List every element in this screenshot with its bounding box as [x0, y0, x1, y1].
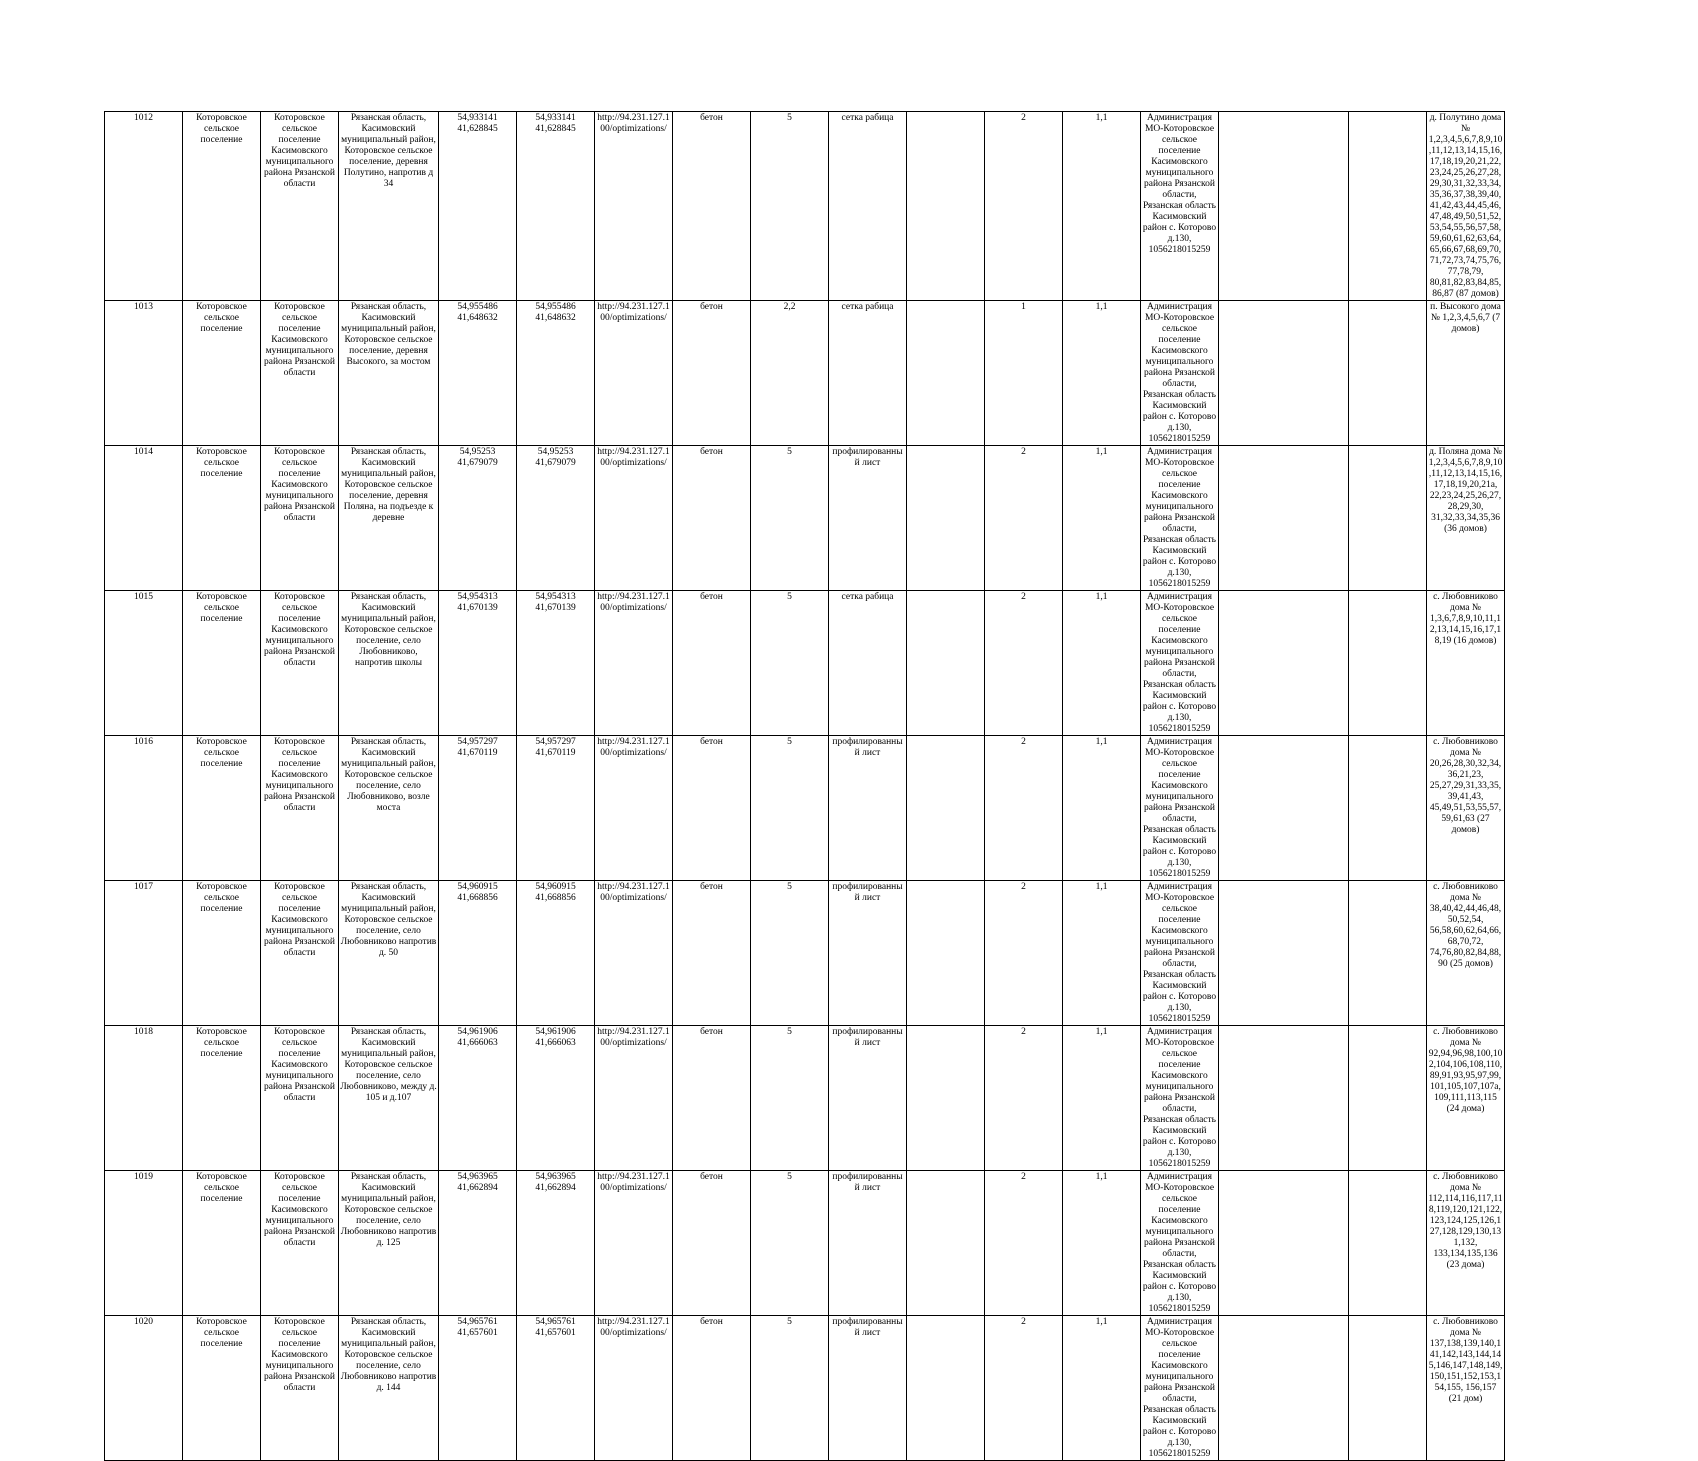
waste-sources-cell: с. Любовниково дома № 1,3,6,7,8,9,10,11,12,13,14,15,16,17,18,19 (16 домов) [1427, 591, 1505, 736]
empty-cell [907, 301, 985, 446]
fence-cell: сетка рабица [829, 301, 907, 446]
latitude-value: 54,95253 [537, 447, 574, 457]
table-row [105, 446, 1612, 591]
empty-cell [1349, 736, 1427, 881]
owner-cell: Которовское сельское поселение Касимовского муниципального района Рязанской области [261, 1026, 339, 1171]
map-link-cell: http://94.231.127.100/optimizations/ [595, 591, 673, 736]
container-volume-cell: 1,1 [1063, 881, 1141, 1026]
waste-sources-cell: с. Любовниково дома № 92,94,96,98,100,102,104,106,108,110,89,91,93,95,97,99,101,105,107,107а,109,111,113,115 (24 дома) [1427, 1026, 1505, 1171]
empty-cell [1219, 591, 1349, 736]
table-row [105, 736, 1612, 881]
containers-count-cell: 2 [985, 591, 1063, 736]
empty-cell [1219, 112, 1349, 301]
latitude-value: 54,955486 [535, 302, 576, 312]
row-number-cell: 1017 [105, 881, 183, 1026]
coordinates-duplicate-cell [517, 1026, 595, 1171]
row-number-cell: 1014 [105, 446, 183, 591]
container-volume-cell: 1,1 [1063, 301, 1141, 446]
surface-cell: бетон [673, 301, 751, 446]
latitude-value: 54,957297 [457, 737, 498, 747]
table-row [105, 881, 1612, 1026]
latitude-value: 54,963965 [457, 1172, 498, 1182]
empty-cell [1219, 881, 1349, 1026]
area-cell: 2,2 [751, 301, 829, 446]
empty-cell [1219, 1026, 1349, 1171]
row-number-cell: 1020 [105, 1316, 183, 1461]
coordinates-duplicate-cell [517, 112, 595, 301]
coordinates-cell [439, 301, 517, 446]
empty-cell [1349, 112, 1427, 301]
fence-cell: профилированный лист [829, 1171, 907, 1316]
map-link-cell: http://94.231.127.100/optimizations/ [595, 736, 673, 881]
containers-count-cell: 2 [985, 736, 1063, 881]
waste-sources-cell: с. Любовниково дома № 137,138,139,140,141,142,143,144,145,146,147,148,149,150,151,152,153,154,155, 156,157 (21 дом) [1427, 1316, 1505, 1461]
longitude-value: 41,670139 [535, 603, 576, 613]
containers-count-cell: 2 [985, 1171, 1063, 1316]
containers-count-cell: 2 [985, 1026, 1063, 1171]
latitude-value: 54,933141 [535, 113, 576, 123]
row-number-cell: 1019 [105, 1171, 183, 1316]
settlement-cell: Которовское сельское поселение [183, 1026, 261, 1171]
area-cell: 5 [751, 1316, 829, 1461]
row-number-cell: 1018 [105, 1026, 183, 1171]
settlement-cell: Которовское сельское поселение [183, 112, 261, 301]
coordinates-cell [439, 1026, 517, 1171]
container-volume-cell: 1,1 [1063, 591, 1141, 736]
settlement-cell: Которовское сельское поселение [183, 736, 261, 881]
owner-cell: Которовское сельское поселение Касимовского муниципального района Рязанской области [261, 446, 339, 591]
owner-cell: Которовское сельское поселение Касимовского муниципального района Рязанской области [261, 1171, 339, 1316]
address-cell: Рязанская область, Касимовский муниципальный район, Которовское сельское поселение, село Любовниково, возле моста [339, 736, 439, 881]
empty-cell [907, 736, 985, 881]
coordinates-duplicate-cell [517, 736, 595, 881]
empty-cell [907, 1316, 985, 1461]
surface-cell: бетон [673, 1316, 751, 1461]
empty-cell [1219, 1171, 1349, 1316]
empty-cell [1219, 446, 1349, 591]
empty-cell [907, 112, 985, 301]
containers-count-cell: 2 [985, 881, 1063, 1026]
operator-cell: Администрация МО-Которовское сельское поселение Касимовского муниципального района Рязанской области, Рязанская область Касимовский район с. Которово д.130, 1056218015259 [1141, 1171, 1219, 1316]
latitude-value: 54,965761 [457, 1317, 498, 1327]
container-volume-cell: 1,1 [1063, 1026, 1141, 1171]
owner-cell: Которовское сельское поселение Касимовского муниципального района Рязанской области [261, 881, 339, 1026]
surface-cell: бетон [673, 112, 751, 301]
area-cell: 5 [751, 446, 829, 591]
owner-cell: Которовское сельское поселение Касимовского муниципального района Рязанской области [261, 1316, 339, 1461]
longitude-value: 41,668856 [535, 893, 576, 903]
empty-cell [1349, 1026, 1427, 1171]
address-cell: Рязанская область, Касимовский муниципальный район, Которовское сельское поселение, село Любовниково напротив д. 50 [339, 881, 439, 1026]
empty-cell [1349, 301, 1427, 446]
coordinates-cell [439, 881, 517, 1026]
operator-cell: Администрация МО-Которовское сельское поселение Касимовского муниципального района Рязанской области, Рязанская область Касимовский район с. Которово д.130, 1056218015259 [1141, 736, 1219, 881]
latitude-value: 54,955486 [457, 302, 498, 312]
longitude-value: 41,670139 [457, 603, 498, 613]
longitude-value: 41,628845 [535, 124, 576, 134]
empty-cell [1349, 1171, 1427, 1316]
waste-sources-cell: п. Высокого дома № 1,2,3,4,5,6,7 (7 домов) [1427, 301, 1505, 446]
settlement-cell: Которовское сельское поселение [183, 446, 261, 591]
map-link-cell: http://94.231.127.100/optimizations/ [595, 1171, 673, 1316]
latitude-value: 54,963965 [535, 1172, 576, 1182]
registry-body [105, 112, 1612, 1461]
map-link-cell: http://94.231.127.100/optimizations/ [595, 1026, 673, 1171]
longitude-value: 41,679079 [457, 458, 498, 468]
surface-cell: бетон [673, 1026, 751, 1171]
operator-cell: Администрация МО-Которовское сельское поселение Касимовского муниципального района Рязанской области, Рязанская область Касимовский район с. Которово д.130, 1056218015259 [1141, 591, 1219, 736]
area-cell: 5 [751, 1026, 829, 1171]
table-row [105, 1026, 1612, 1171]
empty-cell [1349, 591, 1427, 736]
address-cell: Рязанская область, Касимовский муниципальный район, Которовское сельское поселение, село Любовниково напротив д. 144 [339, 1316, 439, 1461]
empty-cell [907, 1171, 985, 1316]
surface-cell: бетон [673, 1171, 751, 1316]
coordinates-cell [439, 446, 517, 591]
latitude-value: 54,961906 [457, 1027, 498, 1037]
waste-sources-cell: д. Полутино дома № 1,2,3,4,5,6,7,8,9,10,11,12,13,14,15,16,17,18,19,20,21,22,23,24,25,26,27,28,29,30,31,32,33,34,35,36,37,38,39,40,41,42,43,44,45,46,47,48,49,50,51,52,53,54,55,56,57,58,59,60,61,62,63,64,65,66,67,68,69,70, 71,72,73,74,75,76,77,78,79, 80,81,82,83,84,85,86,87 (87 домов) [1427, 112, 1505, 301]
waste-sources-cell: с. Любовниково дома № 38,40,42,44,46,48,50,52,54, 56,58,60,62,64,66,68,70,72, 74,76,80,82,84,88,90 (25 домов) [1427, 881, 1505, 1026]
surface-cell: бетон [673, 881, 751, 1026]
row-number-cell: 1013 [105, 301, 183, 446]
latitude-value: 54,954313 [535, 592, 576, 602]
containers-count-cell: 2 [985, 112, 1063, 301]
longitude-value: 41,679079 [535, 458, 576, 468]
empty-cell [907, 446, 985, 591]
empty-cell [1219, 301, 1349, 446]
fence-cell: сетка рабица [829, 112, 907, 301]
coordinates-cell [439, 112, 517, 301]
owner-cell: Которовское сельское поселение Касимовского муниципального района Рязанской области [261, 112, 339, 301]
container-volume-cell: 1,1 [1063, 1171, 1141, 1316]
settlement-cell: Которовское сельское поселение [183, 881, 261, 1026]
map-link-cell: http://94.231.127.100/optimizations/ [595, 881, 673, 1026]
longitude-value: 41,670119 [535, 748, 576, 758]
coordinates-duplicate-cell [517, 446, 595, 591]
latitude-value: 54,933141 [457, 113, 498, 123]
fence-cell: профилированный лист [829, 1316, 907, 1461]
owner-cell: Которовское сельское поселение Касимовского муниципального района Рязанской области [261, 736, 339, 881]
containers-count-cell: 2 [985, 446, 1063, 591]
fence-cell: профилированный лист [829, 881, 907, 1026]
document-sheet [104, 111, 1612, 1461]
operator-cell: Администрация МО-Которовское сельское поселение Касимовского муниципального района Рязанской области, Рязанская область Касимовский район с. Которово д.130, 1056218015259 [1141, 112, 1219, 301]
waste-sources-cell: с. Любовниково дома № 112,114,116,117,118,119,120,121,122,123,124,125,126,127,128,129,130,131,132, 133,134,135,136 (23 дома) [1427, 1171, 1505, 1316]
empty-cell [1219, 1316, 1349, 1461]
longitude-value: 41,666063 [535, 1038, 576, 1048]
owner-cell: Которовское сельское поселение Касимовского муниципального района Рязанской области [261, 591, 339, 736]
surface-cell: бетон [673, 446, 751, 591]
waste-sources-cell: с. Любовниково дома № 20,26,28,30,32,34,36,21,23, 25,27,29,31,33,35,39,41,43, 45,49,51,53,55,57,59,61,63 (27 домов) [1427, 736, 1505, 881]
longitude-value: 41,662894 [457, 1183, 498, 1193]
coordinates-cell [439, 1316, 517, 1461]
latitude-value: 54,957297 [535, 737, 576, 747]
area-cell: 5 [751, 1171, 829, 1316]
longitude-value: 41,648632 [535, 313, 576, 323]
fence-cell: профилированный лист [829, 446, 907, 591]
longitude-value: 41,648632 [457, 313, 498, 323]
address-cell: Рязанская область, Касимовский муниципальный район, Которовское сельское поселение, село Любовниково, между д. 105 и д.107 [339, 1026, 439, 1171]
waste-sources-cell: д. Поляна дома № 1,2,3,4,5,6,7,8,9,10,11,12,13,14,15,16,17,18,19,20,21а, 22,23,24,25,26,27,28,29,30, 31,32,33,34,35,36 (36 домов) [1427, 446, 1505, 591]
address-cell: Рязанская область, Касимовский муниципальный район, Которовское сельское поселение, деревня Поляна, на подъезде к деревне [339, 446, 439, 591]
area-cell: 5 [751, 591, 829, 736]
operator-cell: Администрация МО-Которовское сельское поселение Касимовского муниципального района Рязанской области, Рязанская область Касимовский район с. Которово д.130, 1056218015259 [1141, 446, 1219, 591]
latitude-value: 54,960915 [535, 882, 576, 892]
longitude-value: 41,670119 [457, 748, 498, 758]
empty-cell [1349, 881, 1427, 1026]
map-link-cell: http://94.231.127.100/optimizations/ [595, 112, 673, 301]
empty-cell [907, 591, 985, 736]
map-link-cell: http://94.231.127.100/optimizations/ [595, 1316, 673, 1461]
coordinates-duplicate-cell [517, 1316, 595, 1461]
coordinates-duplicate-cell [517, 1171, 595, 1316]
coordinates-cell [439, 591, 517, 736]
longitude-value: 41,657601 [535, 1328, 576, 1338]
address-cell: Рязанская область, Касимовский муниципальный район, Которовское сельское поселение, деревня Высокого, за мостом [339, 301, 439, 446]
settlement-cell: Которовское сельское поселение [183, 1171, 261, 1316]
longitude-value: 41,662894 [535, 1183, 576, 1193]
table-row [105, 591, 1612, 736]
container-volume-cell: 1,1 [1063, 446, 1141, 591]
map-link-cell: http://94.231.127.100/optimizations/ [595, 301, 673, 446]
empty-cell [1349, 446, 1427, 591]
fence-cell: сетка рабица [829, 591, 907, 736]
table-row [105, 301, 1612, 446]
area-cell: 5 [751, 736, 829, 881]
latitude-value: 54,960915 [457, 882, 498, 892]
coordinates-cell [439, 1171, 517, 1316]
coordinates-duplicate-cell [517, 591, 595, 736]
longitude-value: 41,657601 [457, 1328, 498, 1338]
table-row [105, 112, 1612, 301]
registry-table [104, 111, 1612, 1461]
fence-cell: профилированный лист [829, 1026, 907, 1171]
area-cell: 5 [751, 881, 829, 1026]
empty-cell [907, 1026, 985, 1171]
settlement-cell: Которовское сельское поселение [183, 1316, 261, 1461]
operator-cell: Администрация МО-Которовское сельское поселение Касимовского муниципального района Рязанской области, Рязанская область Касимовский район с. Которово д.130, 1056218015259 [1141, 1026, 1219, 1171]
operator-cell: Администрация МО-Которовское сельское поселение Касимовского муниципального района Рязанской области, Рязанская область Касимовский район с. Которово д.130, 1056218015259 [1141, 1316, 1219, 1461]
map-link-cell: http://94.231.127.100/optimizations/ [595, 446, 673, 591]
coordinates-duplicate-cell [517, 301, 595, 446]
container-volume-cell: 1,1 [1063, 736, 1141, 881]
area-cell: 5 [751, 112, 829, 301]
operator-cell: Администрация МО-Которовское сельское поселение Касимовского муниципального района Рязанской области, Рязанская область Касимовский район с. Которово д.130, 1056218015259 [1141, 881, 1219, 1026]
latitude-value: 54,965761 [535, 1317, 576, 1327]
surface-cell: бетон [673, 591, 751, 736]
operator-cell: Администрация МО-Которовское сельское поселение Касимовского муниципального района Рязанской области, Рязанская область Касимовский район с. Которово д.130, 1056218015259 [1141, 301, 1219, 446]
address-cell: Рязанская область, Касимовский муниципальный район, Которовское сельское поселение, село Любовниково, напротив школы [339, 591, 439, 736]
empty-cell [1349, 1316, 1427, 1461]
settlement-cell: Которовское сельское поселение [183, 591, 261, 736]
table-row [105, 1316, 1612, 1461]
coordinates-cell [439, 736, 517, 881]
row-number-cell: 1015 [105, 591, 183, 736]
longitude-value: 41,628845 [457, 124, 498, 134]
longitude-value: 41,666063 [457, 1038, 498, 1048]
surface-cell: бетон [673, 736, 751, 881]
container-volume-cell: 1,1 [1063, 1316, 1141, 1461]
latitude-value: 54,954313 [457, 592, 498, 602]
address-cell: Рязанская область, Касимовский муниципальный район, Которовское сельское поселение, село Любовниково напротив д. 125 [339, 1171, 439, 1316]
latitude-value: 54,961906 [535, 1027, 576, 1037]
settlement-cell: Которовское сельское поселение [183, 301, 261, 446]
containers-count-cell: 2 [985, 1316, 1063, 1461]
address-cell: Рязанская область, Касимовский муниципальный район, Которовское сельское поселение, деревня Полутино, напротив д 34 [339, 112, 439, 301]
row-number-cell: 1016 [105, 736, 183, 881]
owner-cell: Которовское сельское поселение Касимовского муниципального района Рязанской области [261, 301, 339, 446]
row-number-cell: 1012 [105, 112, 183, 301]
fence-cell: профилированный лист [829, 736, 907, 881]
table-row [105, 1171, 1612, 1316]
empty-cell [907, 881, 985, 1026]
coordinates-duplicate-cell [517, 881, 595, 1026]
latitude-value: 54,95253 [459, 447, 496, 457]
empty-cell [1219, 736, 1349, 881]
longitude-value: 41,668856 [457, 893, 498, 903]
containers-count-cell: 1 [985, 301, 1063, 446]
container-volume-cell: 1,1 [1063, 112, 1141, 301]
